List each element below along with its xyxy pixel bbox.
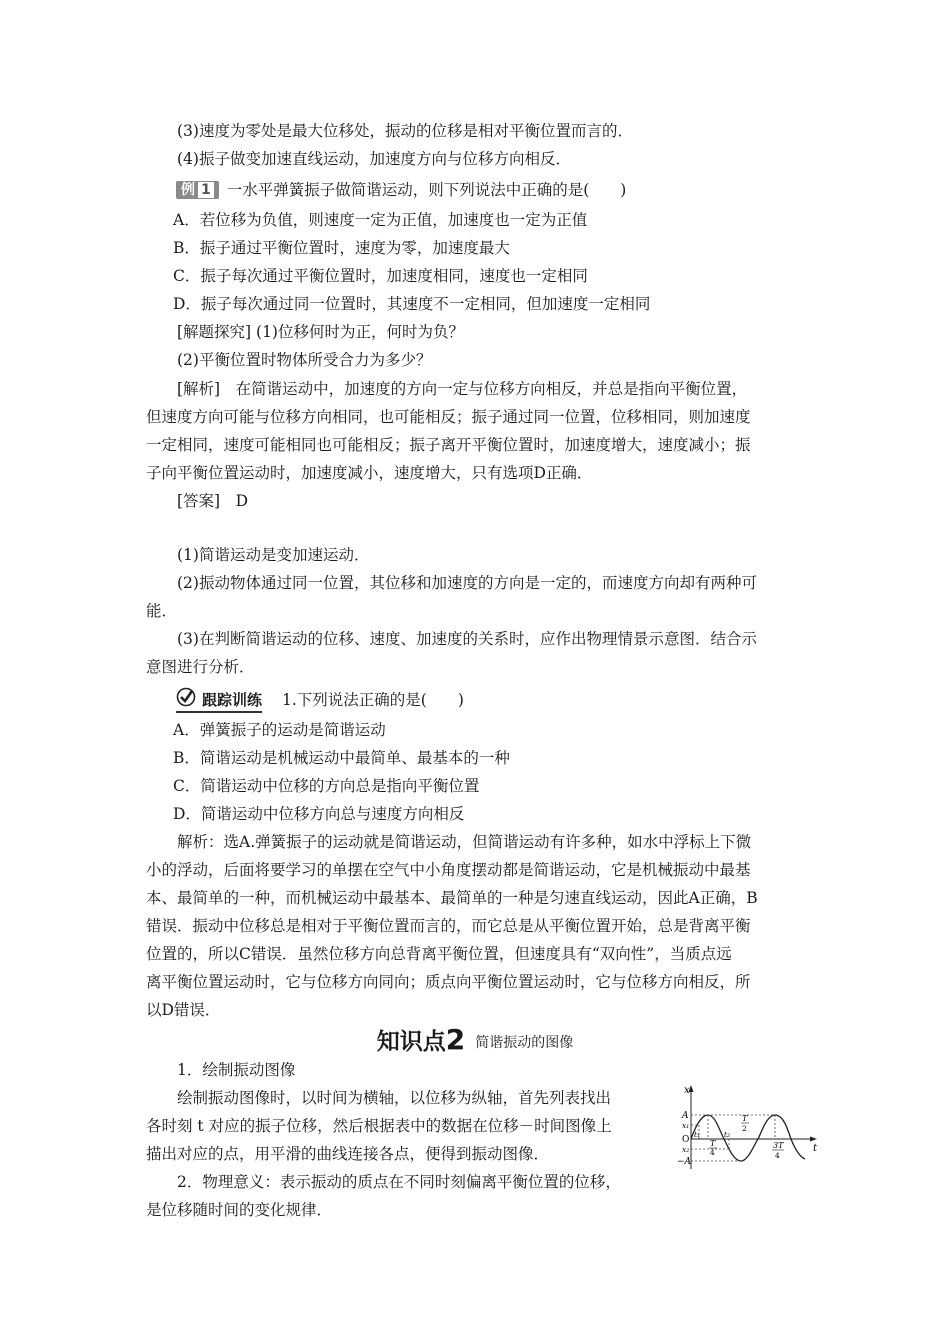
- solution-line: 以D错误．: [146, 1001, 221, 1019]
- t1-label: t₁: [694, 1130, 701, 1139]
- x-axis-arrow: [810, 1137, 817, 1142]
- option-a: A．若位移为负值，则速度一定为正值，加速度也一定为正值: [173, 211, 588, 229]
- option-d: D．简谐运动中位移方向总与速度方向相反: [173, 805, 465, 823]
- option-b: B．振子通过平衡位置时，速度为零，加速度最大: [173, 239, 510, 257]
- option-b: B．简谐运动是机械运动中最简单、最基本的一种: [173, 749, 510, 767]
- solution-line: 解析：选A.弹簧振子的运动就是简谐运动，但简谐运动有许多种，如水中浮标上下微: [177, 833, 752, 851]
- answer-line: [答案] D: [177, 492, 249, 510]
- solution-line: 离平衡位置运动时，它与位移方向同向；质点向平衡位置运动时，它与位移方向相反，所: [146, 973, 751, 991]
- summary-line: (1)简谐运动是变加速运动．: [177, 546, 370, 564]
- t-half-label: [741, 1114, 749, 1133]
- training-label: 跟踪训练: [176, 690, 262, 713]
- analysis-line: [解析] 在简谐运动中，加速度的方向一定与位移方向相反，并总是指向平衡位置，: [177, 380, 748, 398]
- analysis-line: 子向平衡位置运动时，加速度减小，速度增大，只有选项D正确．: [146, 464, 593, 482]
- knowledge-point-label: 知识点2: [376, 1023, 466, 1056]
- svg-text:4: 4: [710, 1148, 715, 1157]
- t-three-quarter-label: [772, 1141, 784, 1160]
- text-line: (3)速度为零处是最大位移处，振动的位移是相对平衡位置而言的．: [177, 122, 633, 140]
- explore-line: [解题探究] (1)位移何时为正，何时为负？: [177, 323, 464, 341]
- body-line: 描出对应的点，用平滑的曲线连接各点，便得到振动图像．: [146, 1145, 550, 1163]
- summary-line: 意图进行分析．: [146, 658, 255, 676]
- svg-text:T: T: [742, 1114, 748, 1123]
- svg-text:3T: 3T: [773, 1141, 784, 1150]
- option-c: C．振子每次通过平衡位置时，加速度相同，速度也一定相同: [173, 267, 588, 285]
- body-line: 1．绘制振动图像: [177, 1061, 296, 1079]
- training-question: [176, 690, 816, 713]
- solution-line: 位置的，所以C错误．虽然位移方向总背离平衡位置，但速度具有“双向性”，当质点远: [146, 945, 732, 963]
- body-line: 各时刻 t 对应的振子位移，然后根据表中的数据在位移－时间图像上: [146, 1117, 612, 1135]
- section-heading: [0, 1022, 950, 1061]
- oscillation-graph: [677, 1083, 819, 1171]
- t-quarter-label: [709, 1139, 717, 1157]
- explore-line: (2)平衡位置时物体所受合力为多少？: [177, 351, 432, 369]
- option-a: A．弹簧振子的运动是简谐运动: [173, 721, 386, 739]
- origin-label: O: [682, 1135, 690, 1145]
- solution-line: 本、最简单的一种，而机械运动中最基本、最简单的一种是匀速直线运动，因此A正确，B: [146, 889, 758, 907]
- t2-label: t₂: [724, 1130, 731, 1139]
- analysis-line: 一定相同，速度可能相同也可能相反；振子离开平衡位置时，加速度增大，速度减小；振: [146, 436, 751, 454]
- option-d: D．振子每次通过同一位置时，其速度不一定相同，但加速度一定相同: [173, 295, 651, 313]
- example-question: [176, 180, 816, 200]
- analysis-line: 但速度方向可能与位移方向相同，也可能相反；振子通过同一位置，位移相同，则加速度: [146, 408, 751, 426]
- summary-line: (3)在判断简谐运动的位移、速度、加速度的关系时，应作出物理情景示意图．结合示: [177, 630, 757, 648]
- body-line: 绘制振动图像时，以时间为横轴，以位移为纵轴，首先列表找出: [177, 1089, 612, 1107]
- option-c: C．简谐运动中位移的方向总是指向平衡位置: [173, 777, 480, 795]
- solution-line: 错误．振动中位移总是相对于平衡位置而言的，而它总是从平衡位置开始，总是背离平衡: [146, 917, 751, 935]
- section-title-text: 简谐振动的图像: [475, 1035, 574, 1051]
- y-axis-label: x: [684, 1085, 690, 1096]
- x-axis-label: t: [813, 1143, 818, 1154]
- svg-text:T: T: [710, 1139, 716, 1148]
- x1-label: x₁: [682, 1121, 690, 1130]
- question-text: 1.下列说法正确的是( ): [282, 691, 464, 709]
- solution-line: 小的浮动，后面将要学习的单摆在空气中小角度摆动都是简谐运动，它是机械振动中最基: [146, 861, 751, 879]
- summary-line: (2)振动物体通过同一位置，其位移和加速度的方向是一定的，而速度方向却有两种可: [177, 574, 757, 592]
- summary-line: 能．: [146, 602, 178, 620]
- x2-label: x₂: [682, 1145, 690, 1154]
- svg-text:2: 2: [742, 1124, 747, 1133]
- body-line: 是位移随时间的变化规律．: [146, 1201, 333, 1219]
- checkmark-icon: [176, 687, 196, 707]
- sine-curve: [691, 1115, 805, 1161]
- negative-amplitude-label: −A: [677, 1157, 692, 1167]
- amplitude-label: A: [682, 1111, 689, 1121]
- question-text: 一水平弹簧振子做简谐运动，则下列说法中正确的是( ): [226, 181, 627, 199]
- svg-text:4: 4: [775, 1151, 780, 1160]
- body-line: 2．物理意义：表示振动的质点在不同时刻偏离平衡位置的位移，: [177, 1173, 621, 1191]
- text-line: (4)振子做变加速直线运动，加速度方向与位移方向相反．: [177, 150, 571, 168]
- example-badge: 例 1: [176, 181, 219, 199]
